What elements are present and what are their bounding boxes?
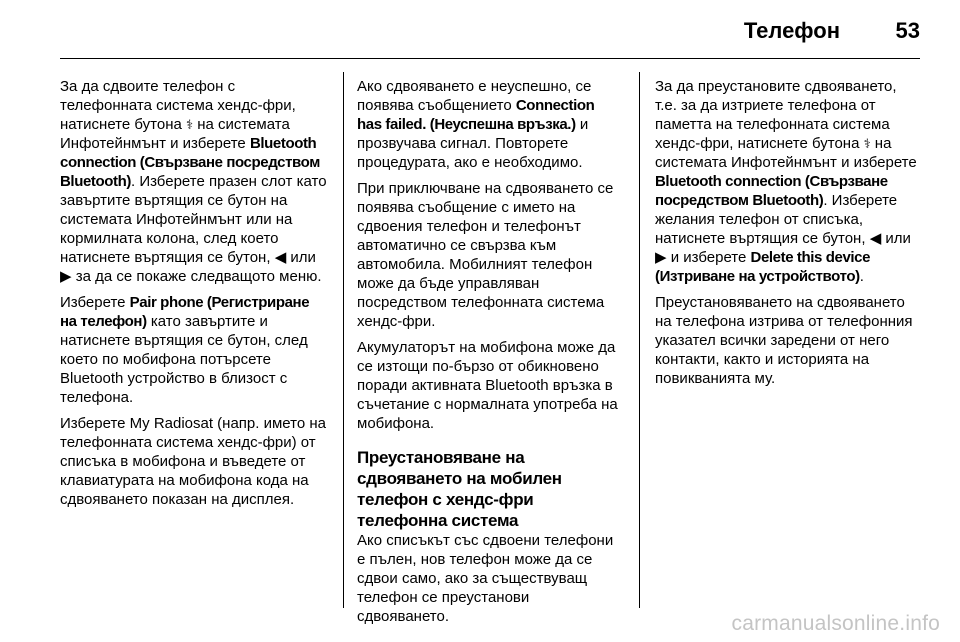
paragraph: За да сдвоите телефон с телефонната система хендс-фри, натиснете бутона ⚕ на системата Инфотейнмънт и изберете Bluetooth connection (Свързване посредством Bluetooth). Изберете празен слот като завъртите въртящия се бутон на системата Инфотейнмънт или на кормилната колона, след което натиснете въртящия се бутон, ◀ или ▶ за да се покаже следващото меню.	[60, 78, 327, 285]
right-arrow-icon: ▶	[655, 249, 667, 266]
page-title: Телефон	[743, 18, 840, 43]
page-header	[60, 18, 920, 58]
column-divider-1	[343, 72, 344, 608]
watermark: carmanualsonline.info	[731, 612, 940, 635]
paragraph: Ако сдвояването е неуспешно, се появява съобщението Connection has failed. (Неуспешна връзка.) и прозвучава сигнал. Повторете процедурата, ако е необходимо.	[357, 78, 595, 171]
left-arrow-icon: ◀	[869, 230, 882, 247]
page-number: 53	[895, 18, 920, 43]
paragraph: Акумулаторът на мобифона може да се изтощи по-бързо от обикновено поради активната Bluetooth връзка в съчетание с нормалната употреба на мобифона.	[357, 339, 618, 432]
column-divider-2	[639, 72, 640, 608]
right-arrow-icon: ▶	[60, 268, 72, 285]
paragraph: Изберете Pair phone (Регистриране на телефон) като завъртите и натиснете въртящия се бутон, след което по мобифона потърсете Bluetooth устройство в близост с телефона.	[60, 294, 310, 406]
paragraph: При приключване на сдвояването се появява съобщение с името на сдвоения телефон и телефонът автоматично се свързва към автомобила. Мобилният телефон може да бъде управляван посредством телефонната система хендс-фри.	[357, 180, 614, 330]
paragraph: Ако списъкът със сдвоени телефони е пълен, нов телефон може да се сдвои само, ако за съществуващ телефон се преустанови сдвояването.	[357, 532, 614, 625]
text-column-3	[655, 77, 920, 395]
section-heading: Преустановяване на сдвояването на мобилен телефон с хендс-фри телефонна система	[357, 448, 562, 530]
header-divider	[60, 58, 920, 59]
menu-item-delete-device: Delete this device (Изтриване на устройството)	[655, 249, 871, 285]
text-column-1	[60, 77, 328, 516]
paragraph: За да преустановите сдвояването, т.е. за да изтриете телефона от паметта на телефонната система хендс-фри, натиснете бутона ⚕ на системата Инфотейнмънт и изберете Bluetooth connection (Свързване посредством Bluetooth). Изберете желания телефон от списъка, натиснете въртящия се бутон, ◀ или ▶ и изберете Delete this device (Изтриване на устройството).	[655, 78, 917, 285]
menu-item-bluetooth-connection: Bluetooth connection (Свързване посредством Bluetooth)	[655, 173, 888, 209]
paragraph: Изберете My Radiosat (напр. името на телефонната система хендс-фри) от списъка в мобифона и въведете от клавиатурата на мобифона кода на сдвояването показан на дисплея.	[60, 415, 326, 508]
phone-icon: ⚕	[185, 117, 194, 132]
paragraph: Преустановяването на сдвояването на телефона изтрива от телефонния указател всички заредени от него контакти, както и историята на повикванията му.	[655, 294, 913, 387]
phone-icon: ⚕	[863, 136, 871, 151]
left-arrow-icon: ◀	[274, 249, 287, 266]
menu-item-pair-phone: Pair phone (Регистриране на телефон)	[60, 294, 310, 330]
menu-item-bluetooth-connection: Bluetooth connection (Свързване посредством Bluetooth)	[60, 135, 320, 190]
text-column-2	[357, 77, 619, 633]
message-connection-failed: Connection has failed. (Неуспешна връзка.)	[357, 97, 595, 133]
